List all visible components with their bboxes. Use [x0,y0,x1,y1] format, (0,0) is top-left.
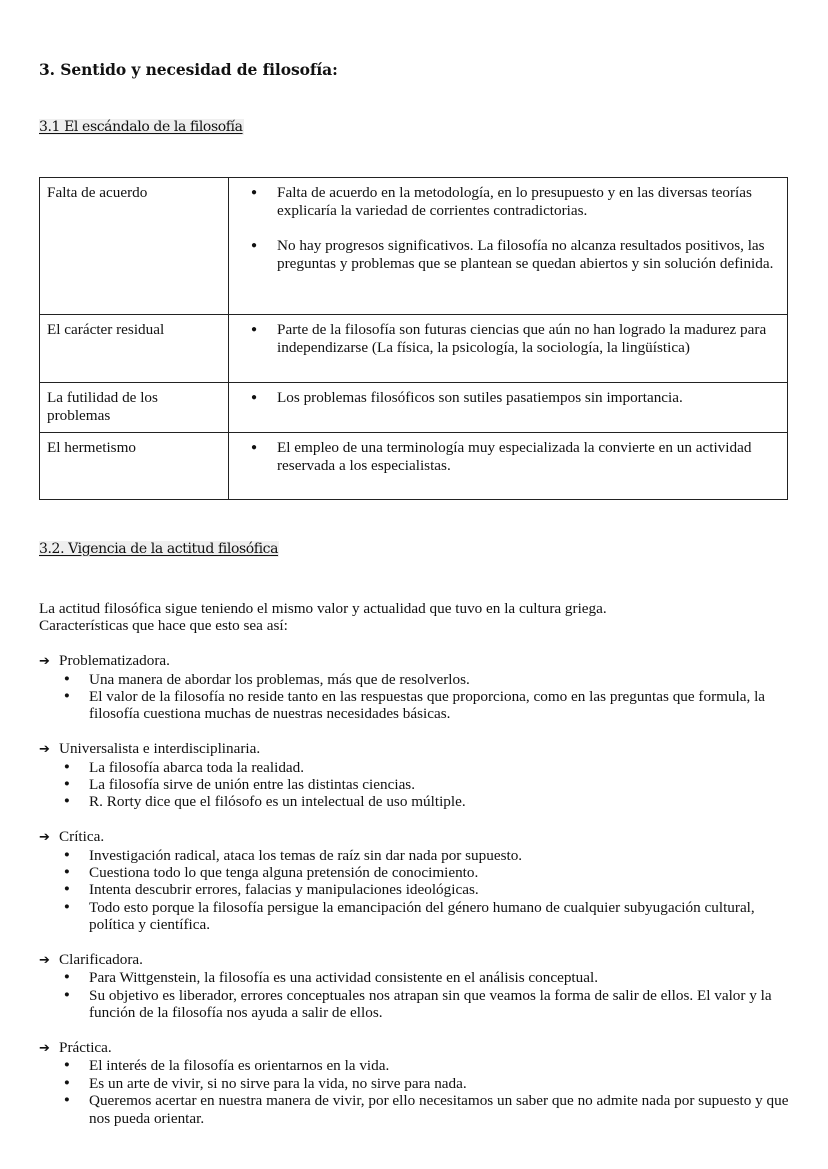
feature-clarificadora [39,951,799,1022]
list-item: ● Para Wittgenstein, la filosofía es una actividad consistente en el análisis conceptual. [39,969,799,986]
list-item: ● Queremos acertar en nuestra manera de vivir, por ello necesitamos un saber que no admite nada por supuesto y que nos pueda orientar. [39,1092,799,1127]
bullet-item: ● No hay progresos significativos. La filosofía no alcanza resultados positivos, las preguntas y problemas que se plantean se quedan abiertos y sin solución definida. [249,237,781,273]
bullet-item: ● Falta de acuerdo en la metodología, en lo presupuesto y en las diversas teorías explicaría la variedad de corrientes contradictorias. [249,184,781,220]
intro-line: Características que hace que esto sea así: [39,617,288,635]
subsection-heading-vigencia: 3.2. Vigencia de la actitud filosófica [39,541,279,557]
feature-title: Crítica. [59,828,105,846]
row-label: El carácter residual [40,315,229,383]
bullet-item: ● Los problemas filosóficos son sutiles pasatiempos sin importancia. [249,389,781,407]
table-row [40,383,788,433]
feature-practica [39,1039,799,1127]
list-item: ● La filosofía abarca toda la realidad. [39,759,799,776]
intro-line: La actitud filosófica sigue teniendo el mismo valor y actualidad que tuvo en la cultura griega. [39,600,607,617]
list-item: ● Cuestiona todo lo que tenga alguna pretensión de conocimiento. [39,864,799,881]
list-item: ● La filosofía sirve de unión entre las distintas ciencias. [39,776,799,793]
list-item: ● Una manera de abordar los problemas, más que de resolverlos. [39,671,799,688]
row-content [229,178,788,315]
row-label: La futilidad de los problemas [40,383,229,433]
subsection-heading-escandalo: 3.1 El escándalo de la filosofía [39,119,243,135]
list-item: ● El interés de la filosofía es orientarnos en la vida. [39,1057,799,1074]
row-label: Falta de acuerdo [40,178,229,315]
row-label: El hermetismo [40,433,229,500]
row-content [229,315,788,383]
feature-universalista [39,740,799,811]
list-item: ● Todo esto porque la filosofía persigue la emancipación del género humano de cualquier subyugación cultural, política y científica. [39,899,799,934]
feature-title: Problematizadora. [59,652,170,670]
list-item: ● Su objetivo es liberador, errores conceptuales nos atrapan sin que veamos la forma de salir de ellos. El valor y la función de la filosofía nos ayuda a salir de ellos. [39,987,799,1022]
list-item: ● R. Rorty dice que el filósofo es un intelectual de uso múltiple. [39,793,799,810]
row-content [229,383,788,433]
bullet-item: ● Parte de la filosofía son futuras ciencias que aún no han logrado la madurez para independizarse (La física, la psicología, la sociología, la lingüística) [249,321,781,357]
vigencia-body [39,600,799,1127]
table-row [40,178,788,315]
list-item: ● Intenta descubrir errores, falacias y manipulaciones ideológicas. [39,881,799,898]
list-item: ● Es un arte de vivir, si no sirve para la vida, no sirve para nada. [39,1075,799,1092]
row-content [229,433,788,500]
feature-title: Práctica. [59,1039,112,1057]
escandalo-table [39,177,788,500]
arrow-right-icon: ➔ [39,742,50,758]
section-title: 3. Sentido y necesidad de filosofía: [39,60,338,79]
list-item: ● Investigación radical, ataca los temas de raíz sin dar nada por supuesto. [39,847,799,864]
intro-paragraph [39,600,799,635]
feature-title: Clarificadora. [59,951,143,969]
arrow-right-icon: ➔ [39,830,50,846]
arrow-right-icon: ➔ [39,953,50,969]
feature-problematizadora [39,652,799,723]
feature-title: Universalista e interdisciplinaria. [59,740,261,758]
arrow-right-icon: ➔ [39,1041,50,1057]
table-row [40,433,788,500]
table-row [40,315,788,383]
arrow-right-icon: ➔ [39,654,50,670]
list-item: ● El valor de la filosofía no reside tanto en las respuestas que proporciona, como en las preguntas que formula, la filosofía cuestiona muchas de nuestras necesidades básicas. [39,688,799,723]
feature-critica [39,828,799,933]
bullet-item: ● El empleo de una terminología muy especializada la convierte en un actividad reservada a los especialistas. [249,439,781,475]
